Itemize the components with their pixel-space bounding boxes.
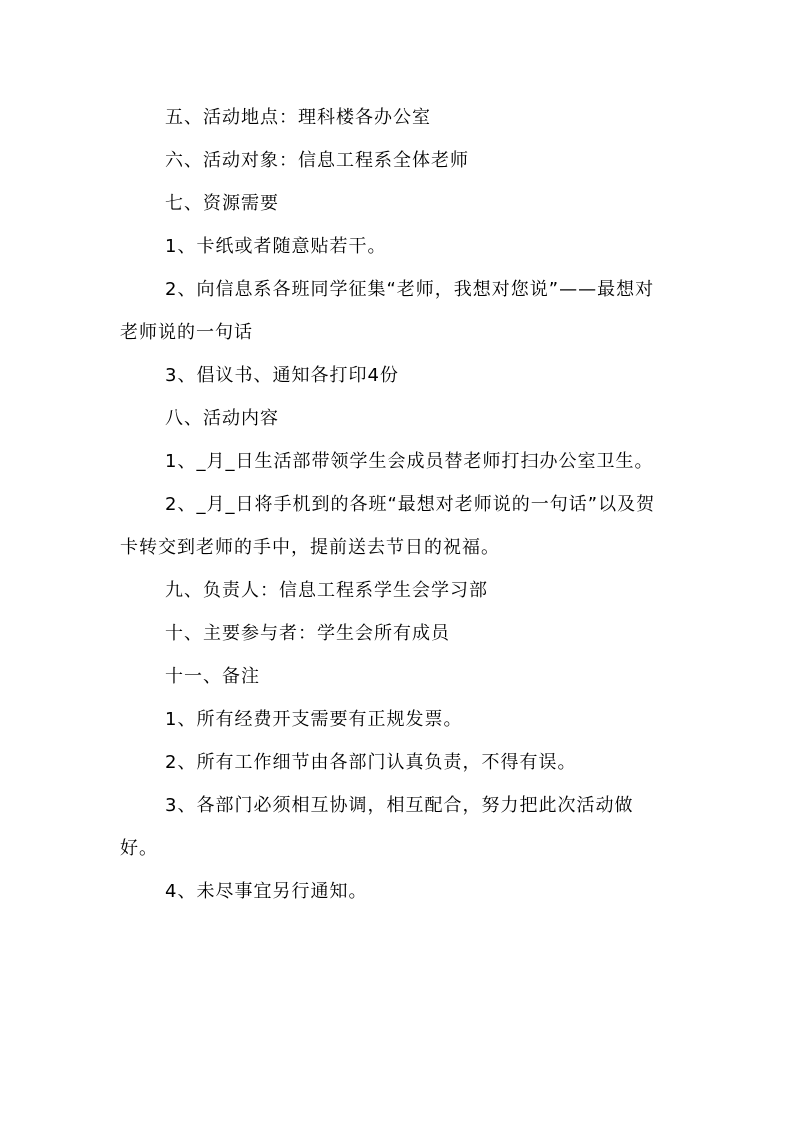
document-body	[120, 96, 660, 913]
section-content-heading: 八、活动内容	[165, 408, 279, 429]
section-location: 五、活动地点：理科楼各办公室	[165, 107, 431, 128]
resources-item-3: 3、倡议书、通知各打印4份	[165, 365, 399, 386]
section-resources-heading: 七、资源需要	[165, 193, 279, 214]
section-notes-heading: 十一、备注	[165, 666, 260, 687]
notes-item-3: 3、各部门必须相互协调，相互配合，努力把此次活动做好。	[120, 795, 634, 859]
resources-item-1: 1、卡纸或者随意贴若干。	[165, 236, 387, 257]
resources-item-2: 2、向信息系各班同学征集“老师，我想对您说”——最想对老师说的一句话	[120, 279, 655, 343]
notes-item-2: 2、所有工作细节由各部门认真负责，不得有误。	[165, 752, 577, 773]
section-owner: 九、负责人：信息工程系学生会学习部	[165, 580, 488, 601]
notes-item-1: 1、所有经费开支需要有正规发票。	[165, 709, 463, 730]
content-item-2: 2、_月_日将手机到的各班“最想对老师说的一句话”以及贺卡转交到老师的手中，提前送去节日的祝福。	[120, 494, 656, 558]
section-audience: 六、活动对象：信息工程系全体老师	[165, 150, 469, 171]
section-participants: 十、主要参与者：学生会所有成员	[165, 623, 450, 644]
content-item-1: 1、_月_日生活部带领学生会成员替老师打扫办公室卫生。	[165, 451, 654, 472]
notes-item-4: 4、未尽事宜另行通知。	[165, 881, 368, 902]
